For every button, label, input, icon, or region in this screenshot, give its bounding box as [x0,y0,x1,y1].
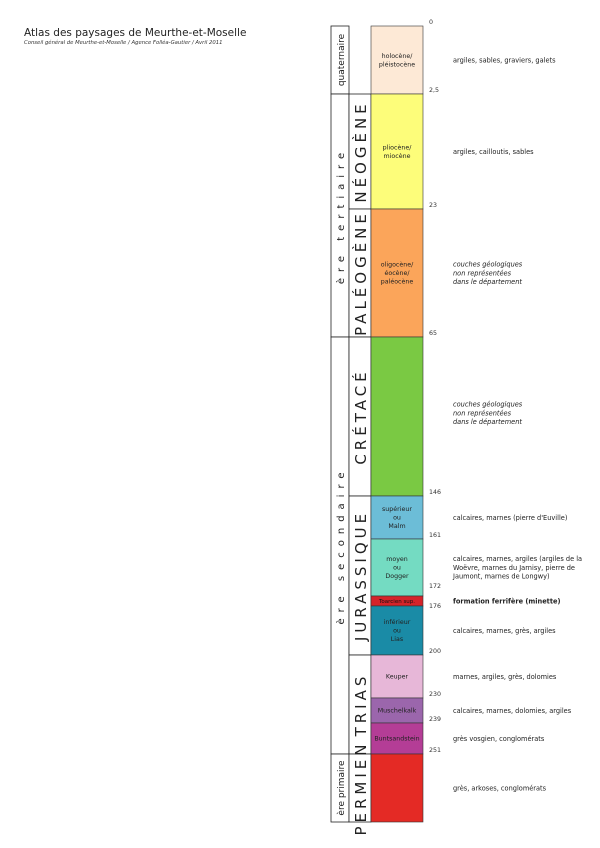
layer-label: Buntsandstein [374,735,420,743]
layer-label: Keuper [385,673,409,681]
page-title: Atlas des paysages de Meurthe-et-Moselle [24,27,247,39]
age-tick-label: 176 [429,603,442,610]
layer-label: supérieur ou Malm [382,506,412,531]
age-tick-label: 161 [429,532,442,539]
layer-description: couches géologiques non représentées dans le département [453,400,523,427]
system-label: JURASSIQUE [352,509,370,642]
layer-label: inférieur ou Lias [383,619,411,644]
layer-label: holocène/ pléistocène [378,52,416,69]
system-label: PALÉOGÈNE [352,210,370,336]
layer-block [371,754,423,822]
layer-description: grès vosgien, conglomérats [453,734,545,743]
system-label: CRÉTACÉ [352,368,370,465]
layer-label: oligocène/ éocène/ paléocène [380,261,414,286]
layer-description: formation ferrifère (minette) [453,597,561,606]
layer-description: calcaires, marnes (pierre d'Euville) [453,513,568,522]
layer-description: calcaires, marnes, argiles (argiles de la Woëvre, marnes du Jarnisy, pierre de Jaumont, marnes de Longwy) [453,554,583,581]
age-tick-label: 0 [429,19,434,26]
layer-description: argiles, sables, graviers, galets [453,56,556,65]
layer-label: pliocène/ miocène [382,144,412,160]
age-tick-label: 200 [429,648,442,655]
page-subtitle: Conseil général de Meurthe-et-Moselle / Agence Folléa-Gautier / Avril 2011 [24,40,223,46]
layer-description: couches géologiques non représentées dans le département [453,260,523,287]
age-tick-label: 251 [429,747,442,754]
age-tick-label: 239 [429,716,442,723]
layer-block [371,26,423,94]
layer-description: grès, arkoses, conglomérats [453,784,547,793]
age-tick-label: 172 [429,583,442,590]
age-tick-label: 23 [429,202,438,209]
layer-block [371,94,423,209]
layer-block [371,337,423,496]
age-tick-label: 146 [429,489,442,496]
age-tick-label: 2,5 [429,87,440,94]
age-tick-label: 230 [429,691,442,698]
system-label: NÉOGÈNE [352,100,370,203]
layer-description: marnes, argiles, grès, dolomies [453,672,557,681]
system-label: PERMIEN [352,740,370,836]
age-tick-label: 65 [429,330,438,337]
layer-label: Muschelkalk [377,707,417,715]
era-label: ère tertiaire [336,146,347,285]
era-label: ère secondaire [336,466,347,625]
era-label: ère primaire [337,760,347,816]
layer-label: Toarcien sup. [378,598,416,605]
layer-description: calcaires, marnes, grès, argiles [453,626,556,635]
layer-label: moyen ou Dogger [385,556,409,581]
era-label: quaternaire [337,33,347,87]
layer-description: argiles, cailloutis, sables [453,147,534,156]
system-label: TRIAS [352,672,370,737]
layer-description: calcaires, marnes, dolomies, argiles [453,706,572,715]
